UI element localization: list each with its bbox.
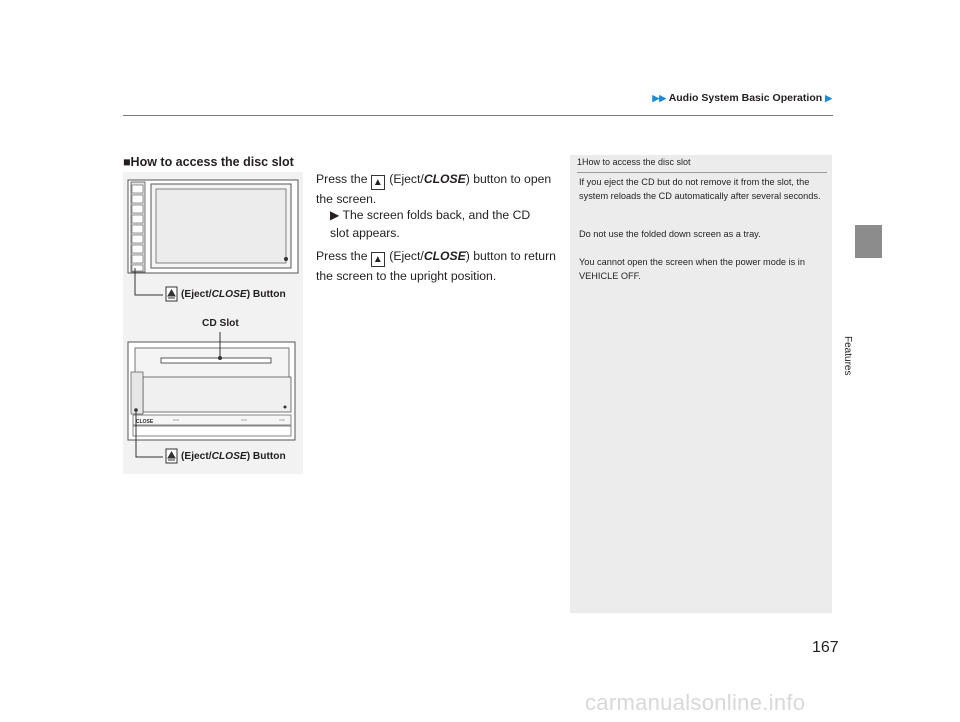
header-rule xyxy=(123,115,833,116)
body-paragraph-1: Press the ▲ (Eject/CLOSE) button to open the screen. xyxy=(316,172,552,206)
watermark: carmanualsonline.info xyxy=(585,690,806,715)
section-title: ■How to access the disc slot xyxy=(123,155,294,169)
note-paragraph-1: If you eject the CD but do not remove it from the slot, the system reloads the CD automatically after several seconds. xyxy=(579,177,821,201)
note-divider xyxy=(577,172,827,173)
note-box xyxy=(570,155,832,613)
chapter-tab xyxy=(855,225,882,258)
breadcrumb-arrow-icon: ▶▶ xyxy=(652,93,667,103)
breadcrumb xyxy=(0,92,832,104)
eject-icon: ▲ xyxy=(371,252,385,267)
breadcrumb-text[interactable]: Audio System Basic Operation xyxy=(668,92,823,104)
note-paragraph-3: You cannot open the screen when the power mode is in VEHICLE OFF. xyxy=(579,257,805,281)
chapter-label: Features xyxy=(842,336,853,376)
device-close-text: CLOSE xyxy=(136,419,154,425)
page-number: 167 xyxy=(812,639,839,656)
body-paragraph-2: Press the ▲ (Eject/CLOSE) button to return the screen to the upright position. xyxy=(316,249,556,283)
cd-slot-caption: CD Slot xyxy=(202,318,239,329)
eject-button-caption-bottom: (Eject/CLOSE) Button xyxy=(181,451,286,462)
eject-icon: ▲ xyxy=(371,175,385,190)
note-title: 1How to access the disc slot xyxy=(577,157,691,167)
body-result-1: ▶ The screen folds back, and the CD slot appears. xyxy=(330,208,531,240)
note-paragraph-2: Do not use the folded down screen as a tray. xyxy=(579,229,761,239)
breadcrumb-arrow-icon: ▶ xyxy=(825,93,832,103)
eject-button-caption-top: (Eject/CLOSE) Button xyxy=(181,289,286,300)
